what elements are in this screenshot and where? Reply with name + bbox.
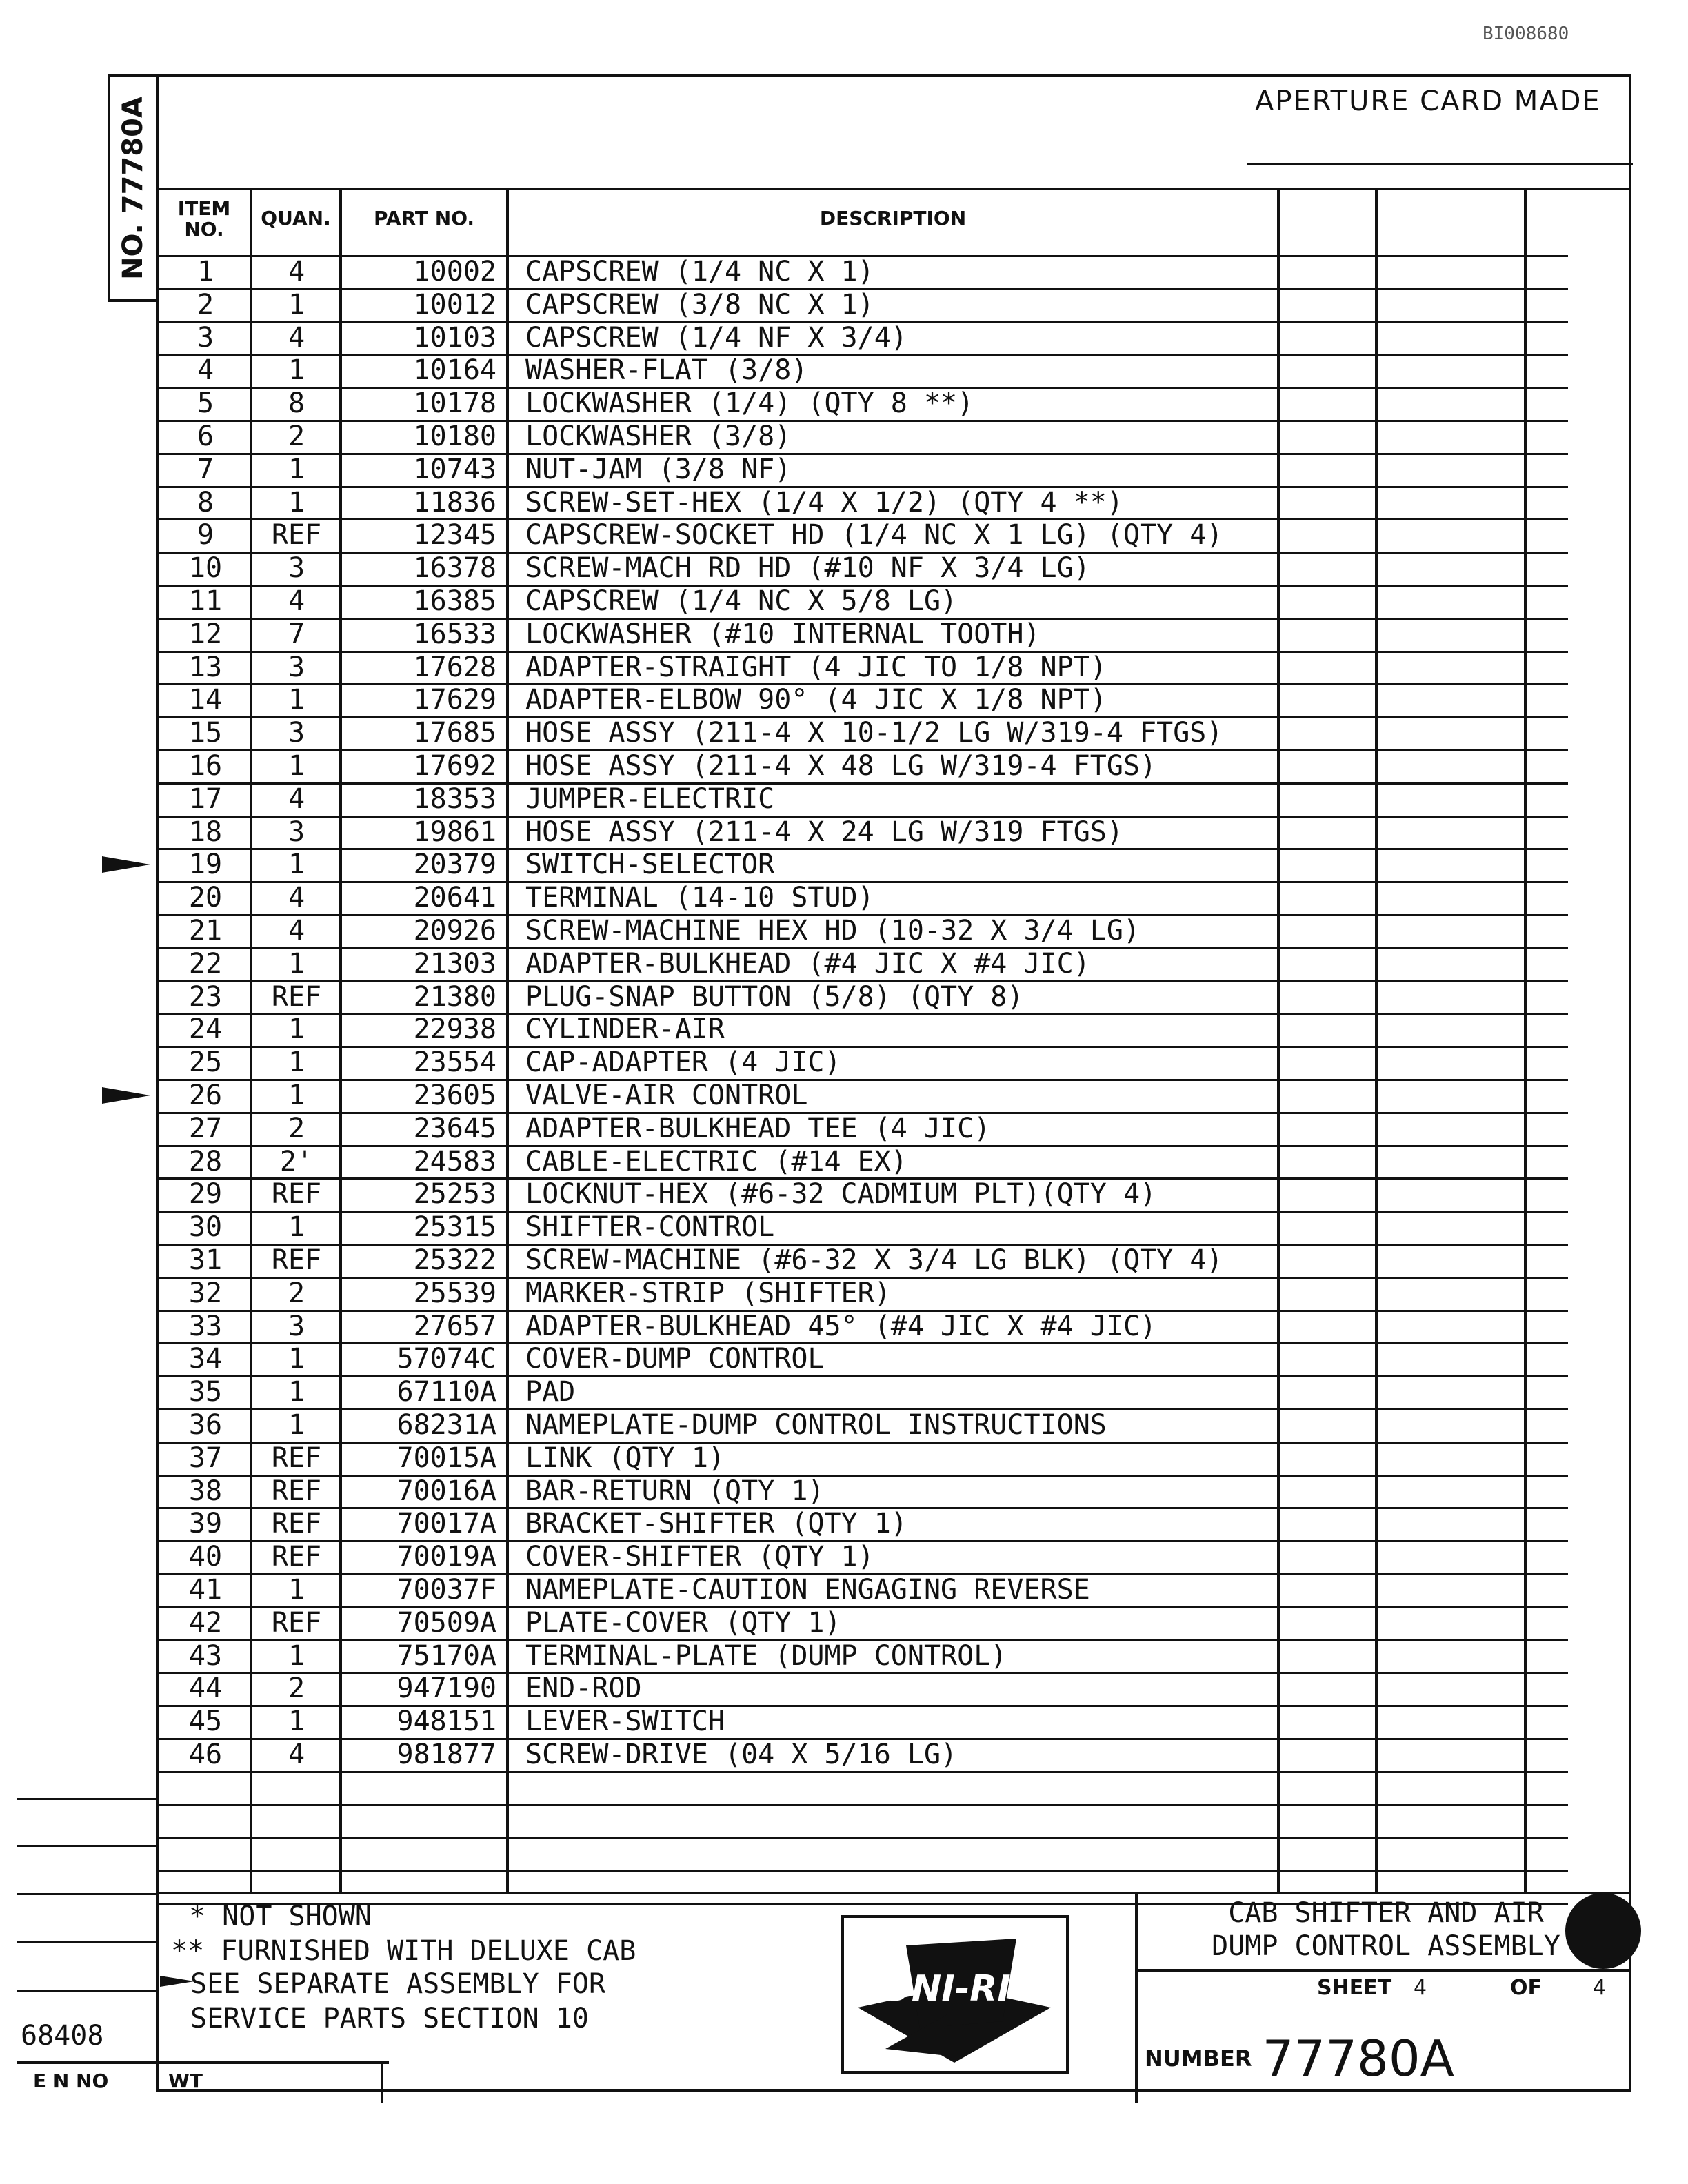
quantity: 3 [288,717,305,749]
column-divider [1375,188,1378,1892]
quantity: 4 [288,256,305,287]
part-number: 16385 [413,585,496,617]
description: CAPSCREW (1/4 NC X 1) [525,256,874,287]
description: SHIFTER-CONTROL [525,1211,775,1243]
item-number: 42 [188,1607,223,1639]
column-divider [506,188,509,1892]
part-number: 21380 [413,981,496,1013]
description: SCREW-DRIVE (04 X 5/16 LG) [525,1739,958,1770]
part-number: 24583 [413,1146,496,1177]
description: NAMEPLATE-CAUTION ENGAGING REVERSE [525,1574,1090,1606]
item-number: 24 [188,1013,223,1045]
en-no-label: E N NO [33,2070,109,2092]
item-number: 5 [197,387,214,419]
item-number: 21 [188,915,223,947]
ink-blot [1565,1893,1641,1969]
part-number: 17629 [413,684,496,716]
item-number: 4 [197,354,214,386]
description: HOSE ASSY (211-4 X 10-1/2 LG W/319-4 FTGS) [525,717,1223,749]
part-number: 17685 [413,717,496,749]
item-number: 31 [188,1244,223,1276]
description: CAPSCREW (1/4 NC X 5/8 LG) [525,585,958,617]
engineering-number: 68408 [21,2020,104,2052]
part-number: 10743 [413,454,496,485]
quantity: 2 [288,421,305,452]
item-number: 7 [197,454,214,485]
quantity: 1 [288,1376,305,1408]
part-number: 17628 [413,651,496,683]
number-label: NUMBER [1145,2045,1252,2072]
part-number: 70037F [396,1574,496,1606]
quantity: 4 [288,1739,305,1770]
part-number: 27657 [413,1311,496,1342]
quantity: REF [271,1178,322,1210]
description: ADAPTER-BULKHEAD 45° (#4 JIC X #4 JIC) [525,1311,1157,1342]
description: TERMINAL-PLATE (DUMP CONTROL) [525,1640,1007,1672]
quantity: 1 [288,948,305,980]
logo-box [841,1915,1069,2074]
quantity: 1 [288,1706,305,1737]
item-number: 9 [197,519,214,551]
revision-arrow-icon [102,856,150,873]
side-tab-label-wrap [108,74,159,302]
margin-tick [17,1941,159,1943]
side-tab-label: NO. 77780A [117,97,149,280]
part-number: 10178 [413,387,496,419]
item-number: 28 [188,1146,223,1177]
part-number: 20379 [413,849,496,880]
description: SCREW-MACH RD HD (#10 NF X 3/4 LG) [525,552,1090,584]
description: LINK (QTY 1) [525,1442,725,1474]
column-divider [250,188,252,1892]
quantity: 1 [288,454,305,485]
description: COVER-DUMP CONTROL [525,1343,825,1375]
sheet-value: 4 [1414,1976,1427,2000]
quantity: 8 [288,387,305,419]
part-number: 25253 [413,1178,496,1210]
part-number: 12345 [413,519,496,551]
quantity: 1 [288,1046,305,1078]
description: PAD [525,1376,576,1408]
part-number: 20926 [413,915,496,947]
quantity: 2 [288,1277,305,1309]
part-number: 21303 [413,948,496,980]
quantity: 7 [288,618,305,650]
note-separate-assembly: SEE SEPARATE ASSEMBLY FOR [190,1968,606,2000]
part-number: 23645 [413,1113,496,1144]
description: CAPSCREW (3/8 NC X 1) [525,289,874,321]
quantity: REF [271,1541,322,1573]
quantity: 1 [288,1574,305,1606]
part-number: 67110A [396,1376,496,1408]
description: ADAPTER-BULKHEAD TEE (4 JIC) [525,1113,991,1144]
part-number: 11836 [413,487,496,518]
part-number: 68231A [396,1409,496,1441]
header-quan: QUAN. [261,207,331,230]
quantity: 3 [288,1311,305,1342]
quantity: 3 [288,816,305,848]
part-number: 22938 [413,1013,496,1045]
part-number: 23554 [413,1046,496,1078]
quantity: 4 [288,783,305,815]
aperture-underline [1247,163,1633,165]
of-value: 4 [1593,1976,1607,2000]
item-number: 33 [188,1311,223,1342]
part-number: 16378 [413,552,496,584]
description: TERMINAL (14-10 STUD) [525,882,874,913]
logo-text: UNI-RIG [882,1968,1041,2010]
revision-arrow-icon [102,1087,150,1104]
part-number: 10012 [413,289,496,321]
description: LEVER-SWITCH [525,1706,725,1737]
quantity: REF [271,1442,322,1474]
quantity: 4 [288,915,305,947]
quantity: 1 [288,750,305,782]
row-line [159,1771,1568,1773]
item-number: 3 [197,322,214,354]
quantity: 1 [288,487,305,518]
quantity: 1 [288,289,305,321]
quantity: 1 [288,1080,305,1111]
quantity: 4 [288,322,305,354]
item-number: 25 [188,1046,223,1078]
description: CABLE-ELECTRIC (#14 EX) [525,1146,907,1177]
description: END-ROD [525,1672,642,1704]
quantity: 2' [279,1146,314,1177]
part-number: 981877 [396,1739,496,1770]
description: ADAPTER-ELBOW 90° (4 JIC X 1/8 NPT) [525,684,1107,716]
en-line [17,2061,389,2064]
item-number: 37 [188,1442,223,1474]
description: COVER-SHIFTER (QTY 1) [525,1541,874,1573]
item-number: 41 [188,1574,223,1606]
note-service-parts: SERVICE PARTS SECTION 10 [190,2003,589,2034]
description: JUMPER-ELECTRIC [525,783,775,815]
quantity: 1 [288,1343,305,1375]
part-number: 947190 [396,1672,496,1704]
description: SCREW-MACHINE HEX HD (10-32 X 3/4 LG) [525,915,1141,947]
part-number: 25315 [413,1211,496,1243]
description: PLATE-COVER (QTY 1) [525,1607,841,1639]
item-number: 13 [188,651,223,683]
item-number: 6 [197,421,214,452]
description: HOSE ASSY (211-4 X 24 LG W/319 FTGS) [525,816,1123,848]
description: BRACKET-SHIFTER (QTY 1) [525,1508,907,1539]
description: LOCKNUT-HEX (#6-32 CADMIUM PLT)(QTY 4) [525,1178,1157,1210]
item-number: 2 [197,289,214,321]
quantity: 2 [288,1113,305,1144]
item-number: 10 [188,552,223,584]
item-number: 40 [188,1541,223,1573]
description: CYLINDER-AIR [525,1013,725,1045]
margin-tick [17,1798,159,1800]
description: CAP-ADAPTER (4 JIC) [525,1046,841,1078]
note-not-shown: * NOT SHOWN [189,1901,372,1932]
part-number: 70019A [396,1541,496,1573]
item-number: 18 [188,816,223,848]
quantity: 1 [288,1640,305,1672]
sheet-label: SHEET [1317,1976,1392,2000]
quantity: REF [271,1508,322,1539]
description: ADAPTER-STRAIGHT (4 JIC TO 1/8 NPT) [525,651,1107,683]
column-divider [1524,188,1527,1892]
item-number: 16 [188,750,223,782]
part-number: 20641 [413,882,496,913]
quantity: REF [271,1607,322,1639]
part-number: 75170A [396,1640,496,1672]
description: LOCKWASHER (1/4) (QTY 8 **) [525,387,974,419]
description: CAPSCREW (1/4 NF X 3/4) [525,322,907,354]
title-divider [1135,1969,1631,1972]
quantity: 1 [288,1013,305,1045]
document-id: BI008680 [1483,23,1569,44]
description: PLUG-SNAP BUTTON (5/8) (QTY 8) [525,981,1024,1013]
part-number: 17692 [413,750,496,782]
quantity: 1 [288,684,305,716]
part-number: 25322 [413,1244,496,1276]
item-number: 39 [188,1508,223,1539]
item-number: 19 [188,849,223,880]
aperture-card-label: APERTURE CARD MADE [1255,85,1601,117]
part-number: 10164 [413,354,496,386]
item-number: 46 [188,1739,223,1770]
item-number: 8 [197,487,214,518]
wt-label: WT [168,2070,203,2092]
header-item: ITEM NO. [177,197,231,241]
description: HOSE ASSY (211-4 X 48 LG W/319-4 FTGS) [525,750,1157,782]
row-line [159,1870,1568,1872]
item-number: 22 [188,948,223,980]
quantity: REF [271,1475,322,1507]
quantity: 3 [288,651,305,683]
row-line [159,1837,1568,1839]
part-number: 70509A [396,1607,496,1639]
item-number: 29 [188,1178,223,1210]
description: CAPSCREW-SOCKET HD (1/4 NC X 1 LG) (QTY 4) [525,519,1223,551]
description: NUT-JAM (3/8 NF) [525,454,792,485]
item-number: 30 [188,1211,223,1243]
row-line [159,1804,1568,1806]
part-number: 16533 [413,618,496,650]
quantity: 4 [288,585,305,617]
part-number: 70015A [396,1442,496,1474]
item-number: 27 [188,1113,223,1144]
description: MARKER-STRIP (SHIFTER) [525,1277,891,1309]
margin-tick [17,1845,159,1847]
part-number: 18353 [413,783,496,815]
part-number: 948151 [396,1706,496,1737]
quantity: REF [271,1244,322,1276]
quantity: 1 [288,1211,305,1243]
column-divider [1277,188,1280,1892]
of-label: OF [1510,1976,1542,2000]
description: SCREW-MACHINE (#6-32 X 3/4 LG BLK) (QTY 4) [525,1244,1223,1276]
description: WASHER-FLAT (3/8) [525,354,808,386]
unirig-logo-icon [844,1918,1066,2071]
margin-tick [17,1990,159,1992]
description: LOCKWASHER (3/8) [525,421,792,452]
item-number: 20 [188,882,223,913]
item-number: 35 [188,1376,223,1408]
description: BAR-RETURN (QTY 1) [525,1475,825,1507]
item-number: 17 [188,783,223,815]
item-number: 36 [188,1409,223,1441]
part-number: 23605 [413,1080,496,1111]
quantity: 3 [288,552,305,584]
quantity: 1 [288,1409,305,1441]
item-number: 12 [188,618,223,650]
item-number: 44 [188,1672,223,1704]
number-row [1145,2030,1454,2087]
part-number: 10002 [413,256,496,287]
item-number: 11 [188,585,223,617]
description: SCREW-SET-HEX (1/4 X 1/2) (QTY 4 **) [525,487,1123,518]
item-number: 26 [188,1080,223,1111]
quantity: 1 [288,849,305,880]
item-number: 43 [188,1640,223,1672]
part-number: 25539 [413,1277,496,1309]
part-number: 70017A [396,1508,496,1539]
part-number: 19861 [413,816,496,848]
note-deluxe-cab: ** FURNISHED WITH DELUXE CAB [171,1935,636,1967]
item-number: 38 [188,1475,223,1507]
description: ADAPTER-BULKHEAD (#4 JIC X #4 JIC) [525,948,1090,980]
header-part: PART NO. [373,207,475,230]
quantity: REF [271,981,322,1013]
item-number: 15 [188,717,223,749]
description: VALVE-AIR CONTROL [525,1080,808,1111]
item-number: 34 [188,1343,223,1375]
drawing-number: 77780A [1262,2030,1454,2087]
description: NAMEPLATE-DUMP CONTROL INSTRUCTIONS [525,1409,1107,1441]
part-number: 10103 [413,322,496,354]
wt-divider [381,2061,383,2103]
note-arrow-icon [160,1976,194,1987]
quantity: 4 [288,882,305,913]
quantity: REF [271,519,322,551]
quantity: 2 [288,1672,305,1704]
assembly-title-line-1: CAB SHIFTER AND AIR [1228,1897,1544,1929]
item-number: 32 [188,1277,223,1309]
description: SWITCH-SELECTOR [525,849,775,880]
part-number: 10180 [413,421,496,452]
header-top-line [156,188,1631,190]
quantity: 1 [288,354,305,386]
item-number: 14 [188,684,223,716]
item-number: 1 [197,256,214,287]
header-description: DESCRIPTION [819,207,967,230]
margin-tick [17,1893,159,1895]
item-number: 23 [188,981,223,1013]
part-number: 70016A [396,1475,496,1507]
part-number: 57074C [396,1343,496,1375]
assembly-title-line-2: DUMP CONTROL ASSEMBLY [1212,1930,1560,1962]
description: LOCKWASHER (#10 INTERNAL TOOTH) [525,618,1041,650]
item-number: 45 [188,1706,223,1737]
